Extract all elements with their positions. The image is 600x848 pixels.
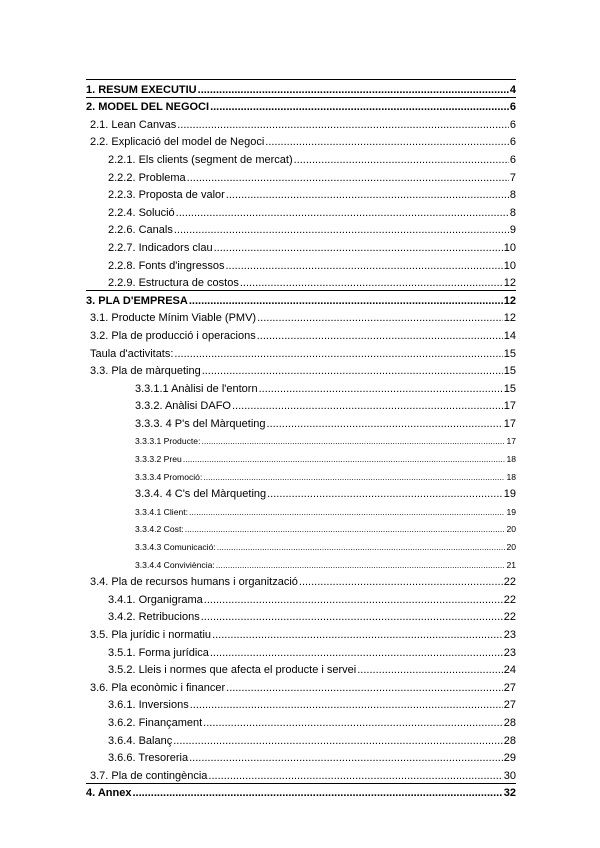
toc-entry-page: 15	[503, 347, 516, 360]
toc-entry[interactable]	[86, 290, 516, 308]
toc-leader-dots	[173, 734, 503, 748]
toc-entry[interactable]	[86, 765, 516, 783]
toc-entry[interactable]	[86, 642, 516, 660]
toc-entry-page: 23	[503, 629, 516, 641]
toc-leader-dots	[232, 399, 503, 413]
toc-leader-dots	[216, 558, 506, 572]
toc-entry[interactable]	[86, 484, 516, 502]
toc-entry[interactable]	[86, 132, 516, 150]
toc-leader-dots	[189, 751, 503, 765]
toc-entry[interactable]	[86, 413, 516, 431]
toc-entry-page: 12	[503, 312, 516, 325]
toc-entry[interactable]	[86, 519, 516, 537]
toc-entry-title: 2.2.7. Indicadors clau	[108, 241, 213, 254]
toc-entry-title: 2.2.6. Canals	[108, 224, 173, 237]
toc-entry[interactable]	[86, 185, 516, 203]
toc-entry[interactable]	[86, 431, 516, 449]
toc-entry-page: 18	[506, 454, 516, 465]
toc-leader-dots	[259, 382, 503, 396]
toc-leader-dots	[212, 628, 503, 642]
toc-leader-dots	[267, 487, 503, 501]
toc-leader-dots	[210, 100, 509, 114]
toc-leader-dots	[203, 716, 503, 730]
toc-entry-title: 3.4. Pla de recursos humans i organització	[90, 576, 298, 589]
toc-entry-page: 32	[503, 787, 516, 800]
toc-entry-page: 8	[509, 189, 516, 202]
toc-leader-dots	[214, 241, 503, 255]
toc-entry-title: 2.2.8. Fonts d'ingressos	[108, 259, 225, 272]
toc-entry-title: Taula d'activitats:	[90, 347, 174, 360]
toc-leader-dots	[183, 452, 506, 466]
toc-entry-title: 3.3.1.1 Anàlisi de l'entorn	[135, 382, 258, 395]
toc-leader-dots	[189, 505, 505, 519]
toc-entry-title: 3.5. Pla jurídic i normatiu	[90, 629, 212, 641]
toc-leader-dots	[226, 188, 509, 202]
toc-entry-page: 27	[503, 699, 516, 712]
toc-entry-title: 3.3.4. 4 C's del Màrqueting	[135, 488, 267, 501]
toc-entry-page: 22	[503, 611, 516, 624]
toc-entry[interactable]	[86, 396, 516, 414]
toc-leader-dots	[267, 417, 503, 431]
toc-entry-page: 21	[506, 559, 516, 570]
toc-entry-title: 3.5.1. Forma jurídica	[108, 646, 209, 659]
toc-entry-page: 28	[503, 716, 516, 729]
toc-leader-dots	[203, 470, 505, 484]
toc-entry-page: 20	[506, 524, 516, 535]
toc-entry-page: 17	[506, 436, 516, 447]
toc-entry[interactable]	[86, 343, 516, 361]
table-of-contents	[86, 79, 516, 800]
toc-entry-title: 3.1. Producte Mínim Viable (PMV)	[90, 312, 257, 325]
toc-entry-title: 3.2. Pla de producció i operacions	[90, 329, 256, 342]
toc-entry-title: 1. RESUM EXECUTIU	[86, 83, 197, 96]
toc-leader-dots	[198, 83, 509, 97]
toc-entry-page: 9	[509, 224, 516, 237]
toc-entry-page: 19	[506, 506, 516, 517]
toc-entry-title: 3.6.2. Finançament	[108, 716, 203, 729]
toc-leader-dots	[176, 206, 509, 220]
toc-leader-dots	[265, 135, 509, 149]
toc-leader-dots	[190, 698, 503, 712]
toc-leader-dots	[201, 610, 503, 624]
toc-entry-title: 2.2.3. Proposta de valor	[108, 189, 225, 202]
toc-leader-dots	[187, 171, 509, 185]
toc-entry[interactable]	[86, 149, 516, 167]
toc-entry[interactable]	[86, 501, 516, 519]
toc-leader-dots	[201, 434, 505, 448]
toc-entry[interactable]	[86, 255, 516, 273]
toc-leader-dots	[226, 681, 503, 695]
toc-entry[interactable]	[86, 466, 516, 484]
toc-entry[interactable]	[86, 677, 516, 695]
toc-entry-page: 18	[506, 471, 516, 482]
toc-entry[interactable]	[86, 97, 516, 115]
toc-entry[interactable]	[86, 554, 516, 572]
toc-entry-page: 7	[509, 171, 516, 184]
toc-leader-dots	[240, 276, 503, 290]
toc-leader-dots	[299, 575, 503, 589]
toc-leader-dots	[257, 311, 503, 325]
toc-entry-title: 3.3.2. Anàlisi DAFO	[135, 400, 231, 413]
toc-entry-title: 2.2.2. Problema	[108, 171, 186, 184]
toc-entry-title: 3.3. Pla de màrqueting	[90, 365, 201, 378]
toc-entry-page: 4	[509, 83, 516, 96]
toc-entry-page: 28	[503, 734, 516, 747]
toc-leader-dots	[217, 540, 506, 554]
toc-entry-title: 3.3.4.1 Client:	[135, 506, 189, 517]
toc-leader-dots	[210, 646, 503, 660]
toc-leader-dots	[202, 364, 503, 378]
toc-entry-page: 23	[503, 646, 516, 659]
toc-entry-title: 3.4.1. Organigrama	[108, 593, 203, 606]
toc-entry-title: 3.3.3.4 Promoció:	[135, 471, 203, 482]
toc-entry-page: 8	[509, 206, 516, 219]
toc-entry-page: 22	[503, 593, 516, 606]
toc-entry[interactable]	[86, 361, 516, 379]
toc-entry[interactable]	[86, 748, 516, 766]
toc-entry-title: 3.6.4. Balanç	[108, 734, 173, 747]
toc-entry[interactable]	[86, 202, 516, 220]
toc-entry-page: 17	[503, 417, 516, 430]
toc-entry-page: 17	[503, 400, 516, 413]
toc-entry[interactable]	[86, 220, 516, 238]
toc-entry[interactable]	[86, 378, 516, 396]
toc-entry[interactable]	[86, 167, 516, 185]
toc-leader-dots	[257, 329, 503, 343]
toc-entry-title: 2.2. Explicació del model de Negoci	[90, 136, 265, 149]
toc-entry-title: 3.4.2. Retribucions	[108, 611, 200, 624]
toc-entry-title: 2. MODEL DEL NEGOCI	[86, 101, 210, 114]
toc-entry-page: 19	[503, 488, 516, 501]
toc-entry-title: 3.6. Pla econòmic i financer	[90, 681, 226, 694]
toc-entry[interactable]	[86, 536, 516, 554]
toc-entry-page: 30	[503, 769, 516, 782]
toc-entry[interactable]	[86, 308, 516, 326]
toc-entry-page: 6	[509, 101, 516, 114]
toc-entry-page: 15	[503, 382, 516, 395]
toc-entry-title: 3.5.2. Lleis i normes que afecta el producte i servei	[108, 664, 357, 677]
toc-entry-title: 4. Annex	[86, 787, 132, 800]
toc-entry-title: 3.3.4.3 Comunicació:	[135, 542, 216, 553]
toc-entry-page: 12	[503, 294, 516, 307]
toc-entry-title: 3.3.3.1 Producte:	[135, 436, 201, 447]
toc-entry[interactable]	[86, 114, 516, 132]
toc-entry[interactable]	[86, 712, 516, 730]
toc-entry[interactable]	[86, 572, 516, 590]
toc-entry-title: 2.2.4. Solució	[108, 206, 175, 219]
toc-entry-page: 14	[503, 329, 516, 342]
toc-leader-dots	[177, 118, 509, 132]
toc-entry-title: 3.6.6. Tresoreria	[108, 752, 189, 765]
toc-entry-title: 3.3.4.4 Conviviència:	[135, 559, 215, 570]
toc-entry-title: 2.2.1. Els clients (segment de mercat)	[108, 153, 293, 166]
toc-entry-page: 6	[509, 136, 516, 149]
toc-entry[interactable]	[86, 695, 516, 713]
toc-entry-page: 6	[509, 118, 516, 131]
toc-leader-dots	[225, 259, 502, 273]
toc-leader-dots	[294, 153, 509, 167]
toc-leader-dots	[174, 347, 502, 361]
toc-entry-title: 3.3.3.2 Preu	[135, 454, 182, 465]
toc-entry-page: 6	[509, 153, 516, 166]
toc-entry-title: 3.3.3. 4 P's del Màrqueting	[135, 417, 266, 430]
toc-entry[interactable]	[86, 624, 516, 642]
toc-leader-dots	[174, 223, 509, 237]
toc-entry-page: 12	[503, 277, 516, 290]
toc-leader-dots	[204, 593, 503, 607]
toc-entry-page: 15	[503, 365, 516, 378]
toc-entry[interactable]	[86, 660, 516, 678]
toc-entry[interactable]	[86, 730, 516, 748]
toc-entry[interactable]	[86, 273, 516, 291]
toc-leader-dots	[189, 294, 503, 308]
toc-leader-dots	[208, 769, 502, 783]
toc-leader-dots	[357, 663, 503, 677]
toc-entry[interactable]	[86, 589, 516, 607]
toc-entry-title: 3. PLA D'EMPRESA	[86, 294, 188, 307]
toc-entry-page: 20	[506, 542, 516, 553]
toc-entry[interactable]	[86, 448, 516, 466]
toc-entry[interactable]	[86, 607, 516, 625]
toc-entry[interactable]	[86, 325, 516, 343]
toc-entry[interactable]	[86, 783, 516, 801]
toc-entry-title: 2.1. Lean Canvas	[90, 118, 177, 131]
toc-entry-title: 3.3.4.2 Cost:	[135, 524, 184, 535]
toc-entry-page: 22	[503, 576, 516, 589]
toc-entry-page: 29	[503, 752, 516, 765]
toc-leader-dots	[185, 522, 506, 536]
toc-entry[interactable]	[86, 79, 516, 97]
toc-entry[interactable]	[86, 237, 516, 255]
toc-entry-title: 3.6.1. Inversions	[108, 699, 189, 712]
toc-entry-page: 27	[503, 681, 516, 694]
toc-entry-page: 10	[503, 241, 516, 254]
toc-entry-page: 10	[503, 259, 516, 272]
toc-entry-page: 24	[503, 664, 516, 677]
toc-entry-title: 2.2.9. Estructura de costos	[108, 277, 239, 290]
toc-entry-title: 3.7. Pla de contingència	[90, 769, 208, 782]
toc-leader-dots	[132, 786, 502, 800]
